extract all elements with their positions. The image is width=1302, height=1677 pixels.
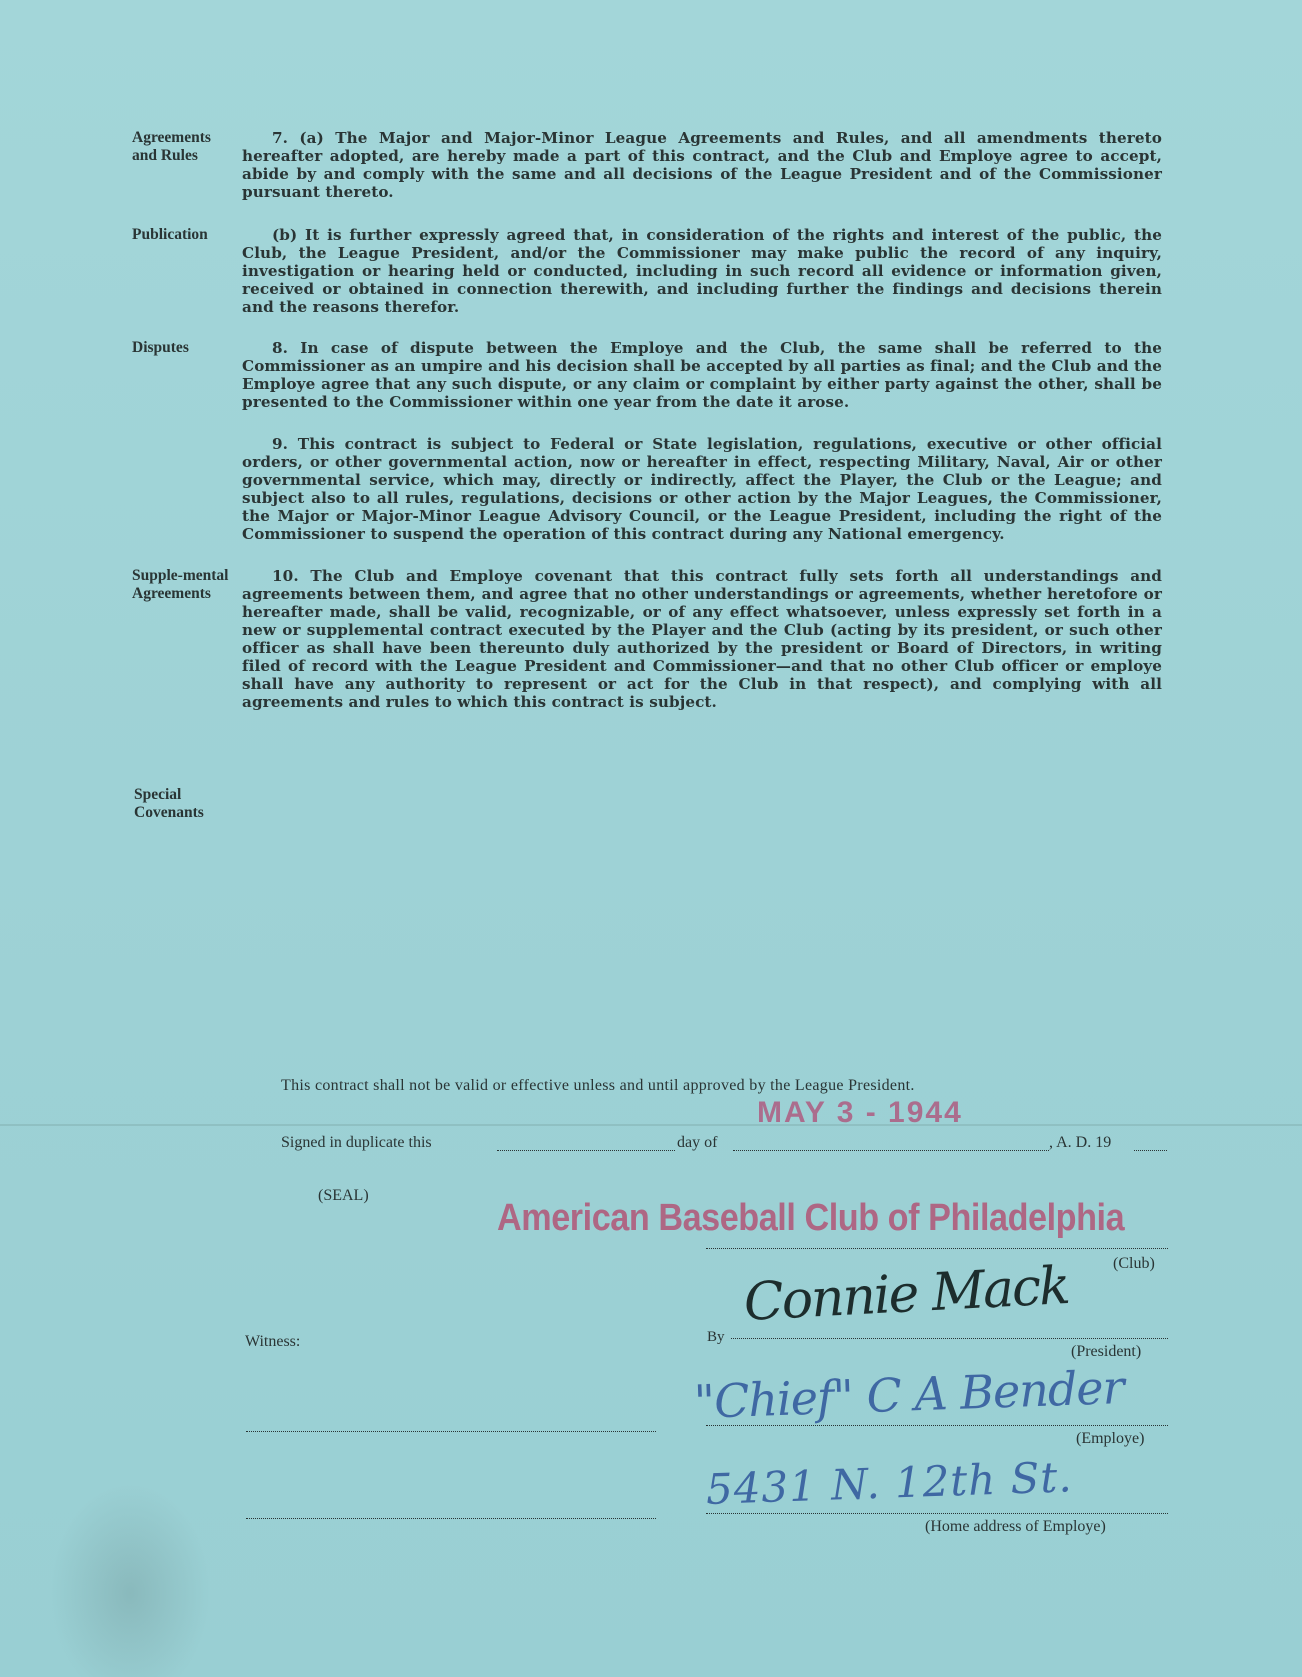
section-supplemental-agreements (132, 567, 1162, 711)
signed-suffix: , A. D. 19 (1049, 1134, 1112, 1151)
by-label: By (707, 1329, 725, 1345)
clause-text: 10. The Club and Employe covenant that this contract fully sets forth all understandings and agreements between them, and agree that no other understandings or agreements, whether heretofore or hereafter made, shall be valid, recognizable, or of any effect whatsoever, unless expressly set forth in a new or supplemental contract executed by the Player and the Club (acting by its president, or such other officer as shall have been thereunto duly authorized by the president or Board of Directors, in writing filed of record with the League President and Commissioner—and that no other Club officer or employe shall have any authority to represent or act for the Club in that respect), and complying with all agreements and rules to which this contract is subject. (242, 567, 1162, 711)
employe-line (706, 1425, 1168, 1426)
home-address-caption: (Home address of Employe) (925, 1518, 1106, 1535)
month-blank (733, 1150, 1049, 1151)
employe-address: 5431 N. 12th St. (705, 1452, 1074, 1514)
side-heading: Supple-mental Agreements (132, 567, 229, 602)
seal-label: (SEAL) (318, 1187, 369, 1204)
section-clause-9 (132, 435, 1162, 543)
club-caption: (Club) (1113, 1255, 1155, 1272)
club-line (706, 1248, 1168, 1249)
section-publication (132, 226, 1162, 316)
special-covenants-heading: Special Covenants (134, 786, 204, 821)
signed-prefix: Signed in duplicate this (281, 1134, 432, 1151)
clause-text: (b) It is further expressly agreed that, in consideration of the rights and interest of the public, the Club, the League President, and/or the Commissioner may make public the record of any inquiry, investigation or hearing held or conducted, including in such record all evidence or information given, received or obtained in connection therewith, and including further the findings and decisions therein and the reasons therefor. (242, 226, 1162, 316)
section-disputes (132, 339, 1162, 411)
clause-text: 9. This contract is subject to Federal or State legislation, regulations, executive or other official orders, or other governmental action, now or hereafter in effect, respecting Military, Naval, Air or other governmental service, which may, directly or indirectly, affect the Player, the Club or the League; and subject also to all rules, regulations, decisions or other action by the Major Leagues, the Commissioner, the Major or Major-Minor League Advisory Council, or the League President, including the right of the Commissioner to suspend the operation of this contract during any National emergency. (242, 435, 1162, 543)
signed-mid: day of (677, 1134, 718, 1151)
club-name-stamp: American Baseball Club of Philadelphia (497, 1197, 1125, 1239)
approval-statement: This contract shall not be valid or effective unless and until approved by the League President. (281, 1077, 915, 1094)
address-line (706, 1513, 1168, 1514)
section-agreements-and-rules (132, 129, 1162, 201)
president-caption: (President) (1071, 1343, 1142, 1360)
witness-label: Witness: (245, 1333, 301, 1350)
employe-signature: "Chief" C A Bender (693, 1360, 1125, 1429)
date-stamp: MAY 3 - 1944 (757, 1096, 963, 1129)
side-heading: Disputes (132, 339, 189, 356)
side-heading: Agreements and Rules (132, 129, 211, 164)
day-blank (497, 1150, 675, 1151)
clause-text: 8. In case of dispute between the Employe and the Club, the same shall be referred to the Commissioner as an umpire and his decision shall be accepted by all parties as final; and the Club and the Employe agree that any such dispute, or any claim or complaint by either party against the other, shall be presented to the Commissioner within one year from the date it arose. (242, 339, 1162, 411)
president-line (731, 1338, 1168, 1339)
fold-crease (0, 1124, 1302, 1126)
side-heading: Publication (132, 226, 208, 243)
president-signature: Connie Mack (742, 1256, 1071, 1333)
clause-text: 7. (a) The Major and Major-Minor League Agreements and Rules, and all amendments thereto hereafter adopted, are hereby made a part of this contract, and the Club and Employe agree to accept, abide by and comply with the same and all decisions of the League President and of the Commissioner pursuant thereto. (242, 129, 1162, 201)
employe-caption: (Employe) (1076, 1430, 1145, 1447)
witness-line-2 (246, 1518, 656, 1519)
witness-line-1 (246, 1431, 656, 1432)
year-blank (1134, 1150, 1167, 1151)
